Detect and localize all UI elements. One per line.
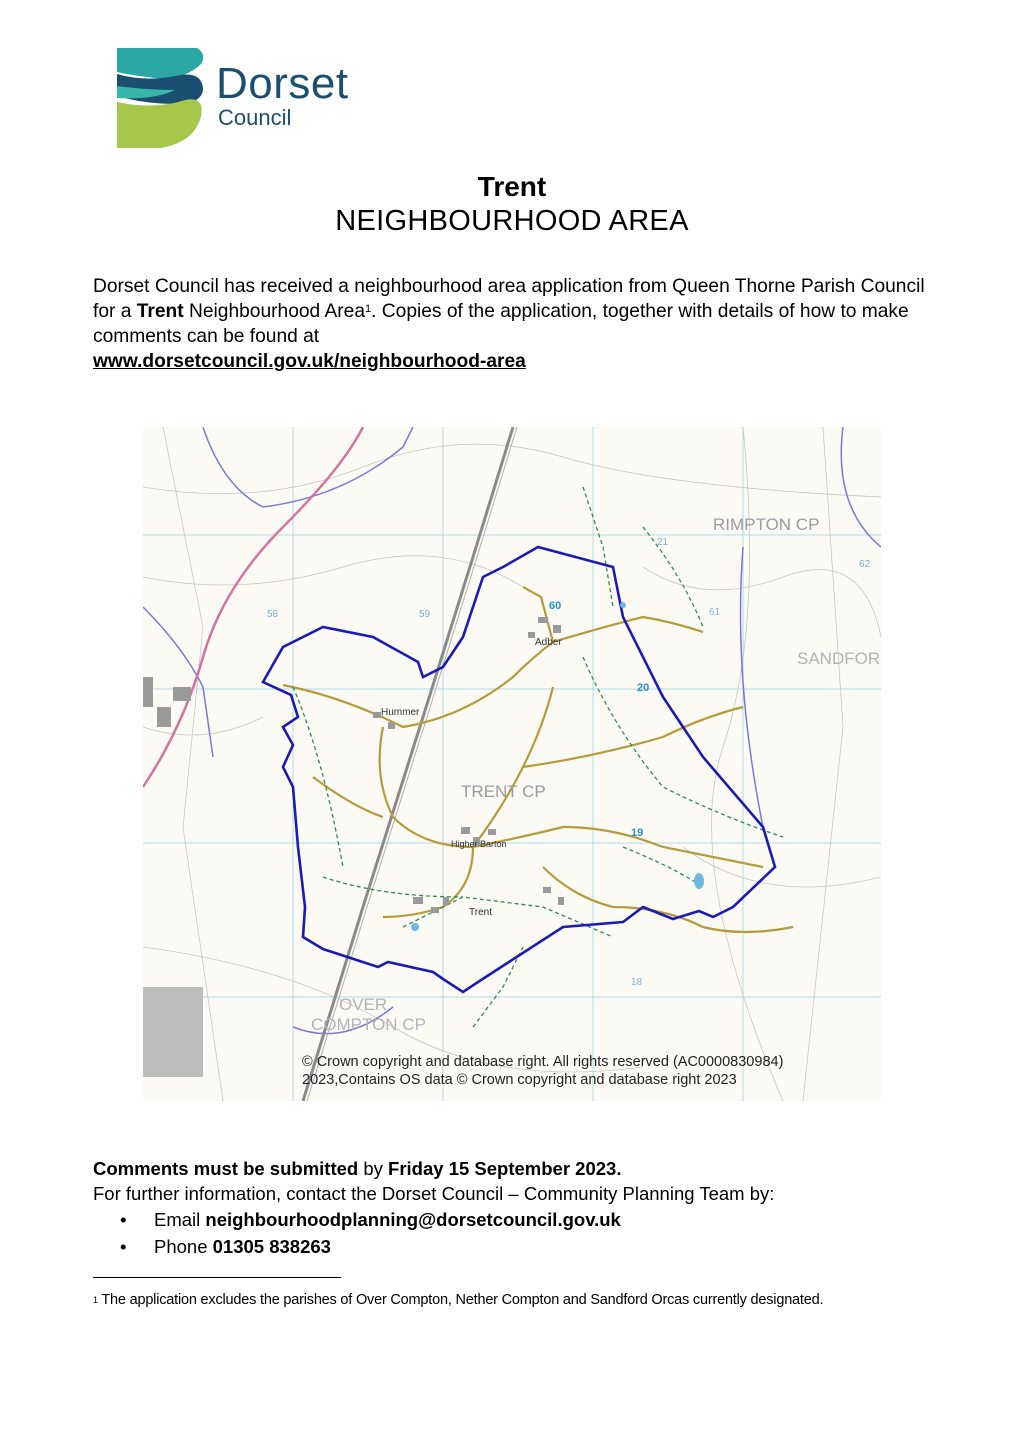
map-copyright <box>302 1053 783 1089</box>
footnote-text: The application excludes the parishes of Over Compton, Nether Compton and Sandford Orcas currently designated. <box>97 1292 824 1308</box>
contact-email-item <box>120 1208 621 1232</box>
footnote-ref[interactable]: 1 <box>365 303 372 315</box>
grid-label-61: 61 <box>709 607 721 618</box>
page-title: Trent <box>477 171 547 202</box>
intro-bold-trent: Trent <box>136 301 184 322</box>
map-label-rimpton: RIMPTON CP <box>713 515 820 534</box>
map-label-trent-cp: TRENT CP <box>461 782 546 801</box>
grid-label-58: 58 <box>267 609 279 620</box>
contact-email-label: Email <box>154 1209 206 1230</box>
grid-label-19: 19 <box>631 827 644 839</box>
map-pond <box>694 873 704 889</box>
deadline-mid: by <box>358 1158 389 1179</box>
map-railway <box>303 427 513 1101</box>
page-subtitle: NEIGHBOURHOOD AREA <box>335 205 689 237</box>
footnote-number: 1 <box>93 1295 98 1305</box>
map-label-over: OVER <box>339 995 388 1014</box>
contact-phone-item <box>120 1235 331 1259</box>
logo-subtitle: Council <box>218 105 292 130</box>
logo-wordmark: Dorset <box>216 59 349 108</box>
map-label-higher-barton: Higher Barton <box>451 839 507 849</box>
grid-label-59: 59 <box>419 609 431 620</box>
further-info: For further information, contact the Dorset Council – Community Planning Team by: <box>93 1183 775 1204</box>
intro-paragraph <box>93 274 938 374</box>
map-copyright-line-1: © Crown copyright and database right. All rights reserved (AC0000830984) <box>302 1054 784 1070</box>
deadline-date: Friday 15 September 2023. <box>388 1158 622 1179</box>
contact-phone-label: Phone <box>154 1236 213 1257</box>
grid-label-62: 62 <box>859 559 871 570</box>
bullet: • <box>120 1236 127 1257</box>
map-a-road <box>143 427 363 787</box>
map-label-trent-village: Trent <box>469 907 492 918</box>
neighbourhood-area-link[interactable]: www.dorsetcouncil.gov.uk/neighbourhood-area <box>93 351 526 372</box>
grid-label-18: 18 <box>631 977 643 988</box>
contact-phone-number[interactable]: 01305 838263 <box>212 1236 331 1257</box>
map-label-hummer: Hummer <box>381 707 420 718</box>
contact-email-link[interactable]: neighbourhoodplanning@dorsetcouncil.gov.uk <box>205 1209 621 1230</box>
map-footpaths <box>293 487 783 1027</box>
footnote-rule <box>93 1277 341 1278</box>
grid-label-21: 21 <box>657 537 669 548</box>
map-copyright-line-2: 2023,Contains OS data © Crown copyright and database right 2023 <box>302 1072 737 1088</box>
grid-label-20: 20 <box>637 682 650 694</box>
logo-teal-wave <box>117 48 203 78</box>
bullet: • <box>120 1209 127 1230</box>
intro-text-3: . Copies of the application, together with details of how to make comments can be found at <box>93 301 909 347</box>
intro-text-1: Dorset Council has received a neighbourhood area application from Queen Thorne Parish Council for a <box>93 276 925 322</box>
footnote <box>93 1290 913 1311</box>
neighbourhood-area-map <box>143 427 881 1101</box>
map-label-sandford: SANDFOR <box>797 649 881 668</box>
deadline-line <box>93 1157 621 1181</box>
map-label-adber: Adber <box>535 637 562 648</box>
map-label-compton-cp: COMPTON CP <box>311 1015 426 1034</box>
grid-label-60: 60 <box>549 600 562 612</box>
deadline-bold-1: Comments must be submitted <box>93 1158 359 1179</box>
intro-text-2: Neighbourhood Area <box>183 301 366 322</box>
logo-green-wave <box>117 99 202 148</box>
